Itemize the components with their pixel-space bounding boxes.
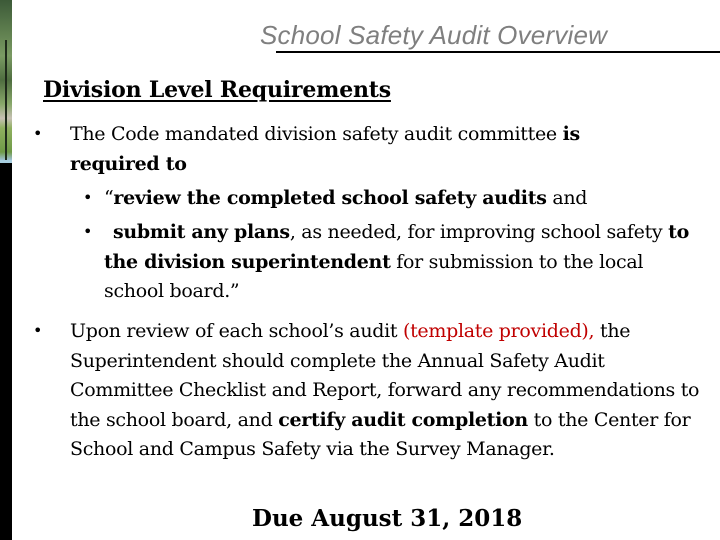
quote-open: “ (104, 187, 114, 209)
bullet-1-bold-is: is (562, 123, 580, 145)
sub-bullet-1-bold: review the completed school safety audits (113, 187, 547, 209)
sub-bullet-2-bold-2: to the division superintendent (104, 221, 689, 273)
bullet-1-bold-required: required to (70, 152, 187, 175)
bullet-2-text-3: to the Center for School and Campus Safety via the Survey Manager. (70, 408, 691, 460)
sub-bullet-2 (104, 218, 704, 307)
bullet-2-text-2: the Superintendent should complete the Annual Safety Audit Committee Checklist and Report, forward any recommendations to the school board, and (70, 320, 700, 431)
sub-bullet-2-bold-1: submit any plans (113, 221, 290, 243)
bullet-1 (70, 120, 710, 179)
bullet-2-bold: certify audit completion (278, 408, 528, 431)
left-decorative-strip (0, 0, 12, 540)
sub-bullet-2-text-2: for submission to the local school board.” (104, 250, 644, 302)
sub-bullet-marker: • (83, 222, 93, 241)
sub-bullet-1-text: and (546, 187, 588, 209)
bullet-1-text: The Code mandated division safety audit committee (70, 123, 563, 145)
sub-bullet-marker: • (83, 188, 93, 207)
tree-trunk (5, 40, 7, 160)
sub-bullet-2-text-1: , as needed, for improving school safety (289, 221, 669, 243)
bullet-marker: • (33, 124, 43, 143)
sub-bullet-1 (104, 184, 714, 214)
title-underline (276, 51, 720, 53)
bullet-2-text-1: Upon review of each school’s audit (70, 320, 403, 342)
photo-edge (0, 160, 12, 163)
section-heading: Division Level Requirements (43, 77, 391, 103)
tree-photo-image (0, 0, 12, 160)
bullet-marker: • (33, 321, 43, 340)
slide-title: School Safety Audit Overview (260, 20, 608, 50)
template-provided-note: (template provided), (402, 320, 595, 342)
due-date: Due August 31, 2018 (252, 505, 523, 532)
bullet-2 (70, 317, 710, 465)
